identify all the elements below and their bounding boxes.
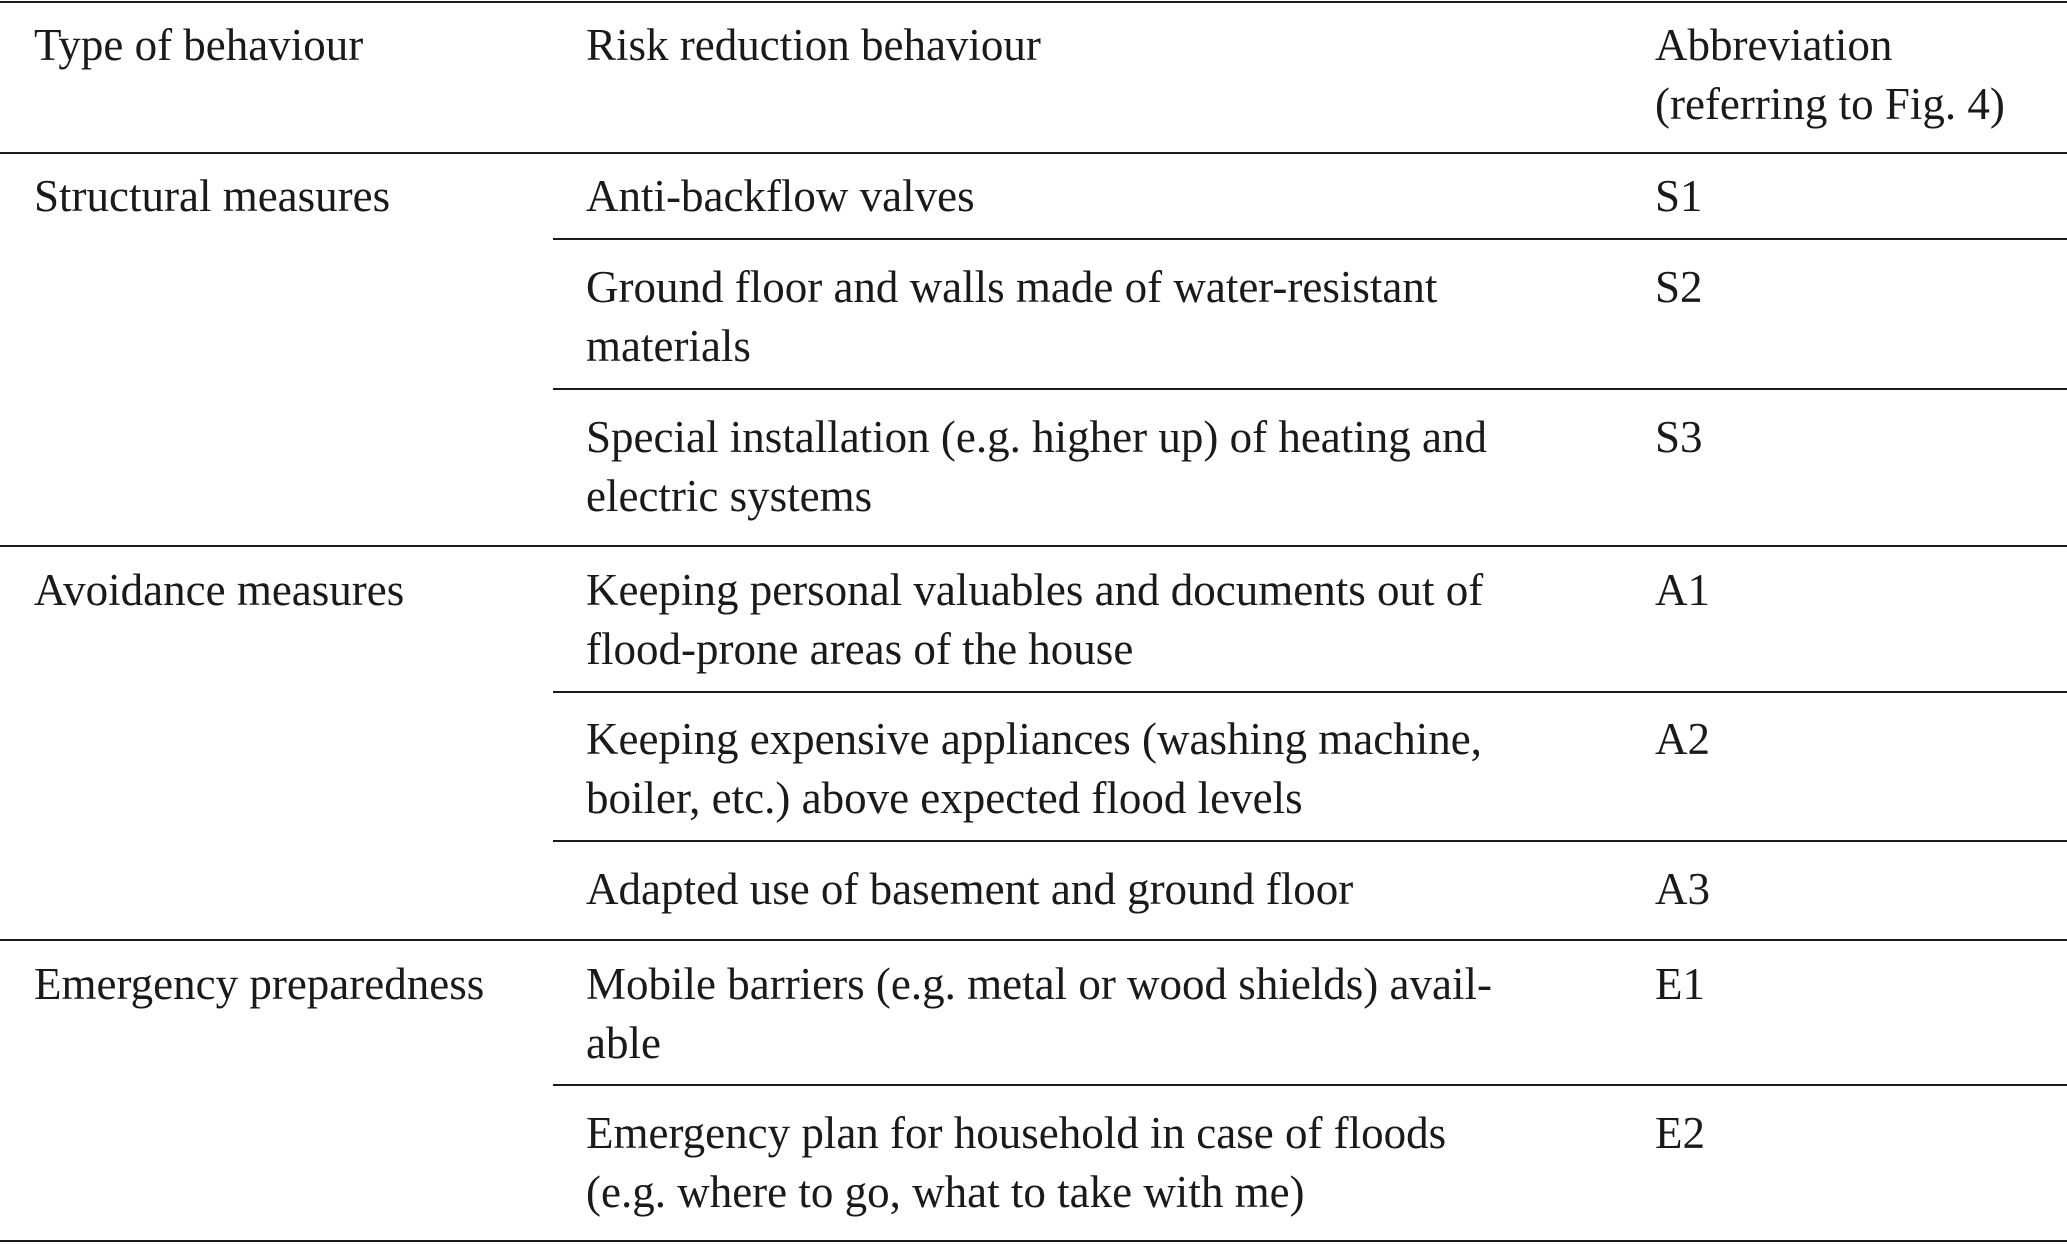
row-divider [553,691,2067,693]
top-rule [0,1,2067,3]
group-rule [0,545,2067,547]
row-behaviour-e1-line1: Mobile barriers (e.g. metal or wood shields) avail- [586,959,1492,1009]
row-behaviour-a1-line2: flood-prone areas of the house [586,624,1134,674]
row-behaviour-a2-line1: Keeping expensive appliances (washing machine, [586,714,1482,764]
header-rule [0,152,2067,154]
bottom-rule [0,1240,2067,1242]
row-behaviour-a2-line2: boiler, etc.) above expected flood levels [586,773,1303,823]
row-abbr-e1: E1 [1655,959,1705,1009]
row-behaviour-s1: Anti-backflow valves [586,171,975,221]
row-abbr-s1: S1 [1655,171,1703,221]
row-divider [553,840,2067,842]
row-behaviour-s2-line2: materials [586,321,751,371]
row-divider [553,238,2067,240]
row-behaviour-e1-line2: able [586,1018,661,1068]
row-abbr-e2: E2 [1655,1108,1705,1158]
row-behaviour-s2-line1: Ground floor and walls made of water-resistant [586,262,1438,312]
row-abbr-s2: S2 [1655,262,1703,312]
row-abbr-a3: A3 [1655,864,1710,914]
group-type-emergency: Emergency preparedness [34,959,485,1009]
row-abbr-s3: S3 [1655,412,1703,462]
row-divider [553,388,2067,390]
group-type-avoidance: Avoidance measures [34,565,405,615]
row-behaviour-a3: Adapted use of basement and ground floor [586,864,1354,914]
row-behaviour-s3-line1: Special installation (e.g. higher up) of heating and [586,412,1487,462]
header-type: Type of behaviour [34,20,364,70]
row-abbr-a1: A1 [1655,565,1710,615]
row-divider [553,1084,2067,1086]
row-behaviour-a1-line1: Keeping personal valuables and documents out of [586,565,1484,615]
header-abbreviation-line1: Abbreviation [1655,20,1893,70]
row-behaviour-e2-line1: Emergency plan for household in case of floods [586,1108,1447,1158]
row-behaviour-e2-line2: (e.g. where to go, what to take with me) [586,1167,1305,1217]
row-abbr-a2: A2 [1655,714,1710,764]
header-behaviour: Risk reduction behaviour [586,20,1041,70]
group-rule [0,939,2067,941]
group-type-structural: Structural measures [34,171,391,221]
header-abbreviation-line2: (referring to Fig. 4) [1655,79,2005,129]
row-behaviour-s3-line2: electric systems [586,471,873,521]
